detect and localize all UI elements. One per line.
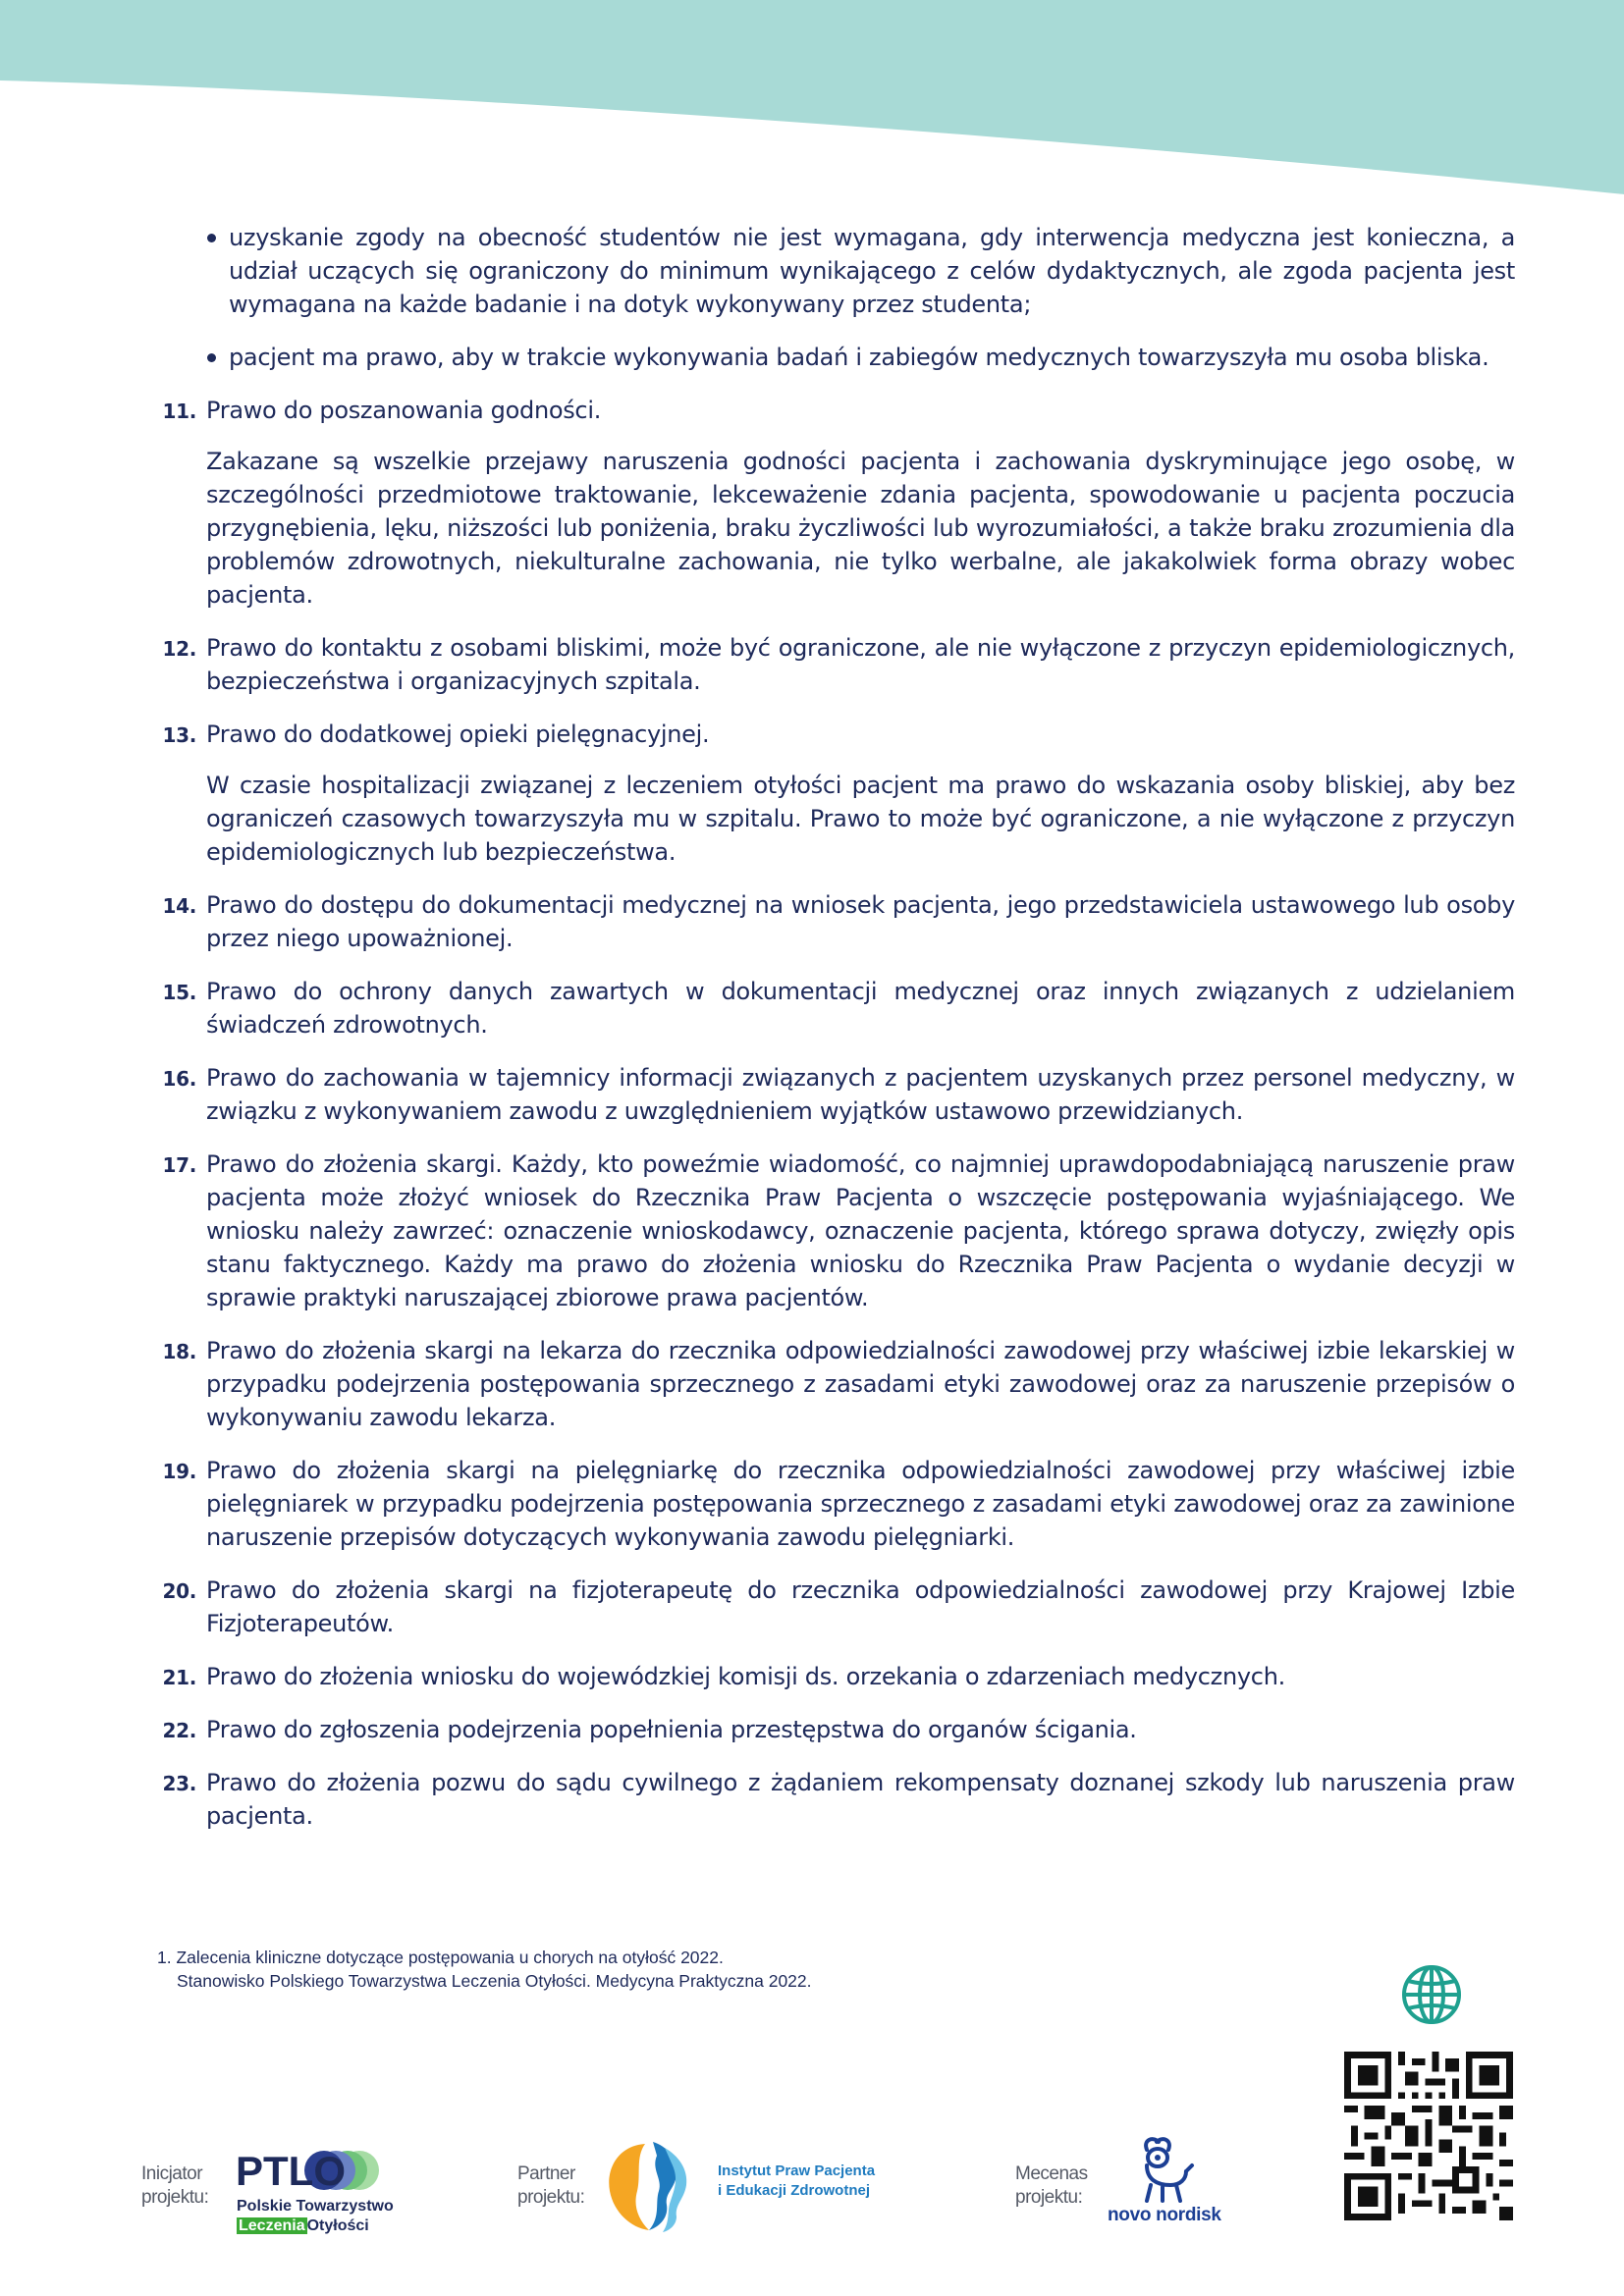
ptlo-logo: [236, 2148, 393, 2193]
right-item-23: [162, 1766, 1515, 1833]
initiator-label: [141, 2163, 208, 2210]
right-item-20: [162, 1574, 1515, 1640]
item-number: 21.: [162, 1666, 196, 1689]
partner-label-line-1: Partner: [517, 2163, 575, 2184]
right-item-22: [162, 1713, 1515, 1746]
item-text: Prawo do złożenia skargi. Każdy, kto poweźmie wiadomość, co najmniej uprawdopodabniającą naruszenie praw pacjenta może złożyć wniosek do Rzecznika Praw Pacjenta o wszczęcie postępowania wyjaśniającego. We wniosku należy zawrzeć: oznaczenie wnioskodawcy, oznaczenie pacjenta, którego sprawa dotyczy, zwięzły opis stanu faktycznego. Każdy ma prawo do złożenia wniosku do Rzecznika Praw Pacjenta o wydanie decyzji w sprawie praktyki naruszającej zbiorowe prawa pacjentów.: [206, 1150, 1515, 1311]
item-number: 13.: [162, 723, 196, 747]
bullet-item: [229, 221, 1515, 321]
footnote-line-2: Stanowisko Polskiego Towarzystwa Leczenia Otyłości. Medycyna Praktyczna 2022.: [177, 1971, 812, 1991]
partner-label: [517, 2163, 584, 2210]
bullet-item: [229, 341, 1515, 374]
right-item-11: [162, 394, 1515, 612]
top-wave-decoration: [0, 0, 1624, 196]
ptlo-name-line-1: Polskie Towarzystwo: [237, 2198, 394, 2215]
right-item-13: [162, 718, 1515, 869]
right-item-19: [162, 1454, 1515, 1554]
partner-logo-icon: [606, 2140, 692, 2234]
item-text: Prawo do kontaktu z osobami bliskimi, może być ograniczone, ale nie wyłączone z przyczyn epidemiologicznych, bezpieczeństwa i organizacyjnych szpitala.: [206, 634, 1515, 695]
item-text: Prawo do dodatkowej opieki pielęgnacyjnej.: [206, 721, 710, 748]
ptlo-name: [237, 2197, 394, 2236]
right-item-21: [162, 1660, 1515, 1693]
ptlo-name-highlight: Leczenia: [239, 2217, 305, 2234]
item-description: Zakazane są wszelkie przejawy naruszenia godności pacjenta i zachowania dyskryminujące jego osobę, w szczególności przedmiotowe traktowanie, lekceważenie zdania pacjenta, spowodowanie u pacjenta poczucia przygnębienia, lęku, niższości lub poniżenia, braku życzliwości lub wyrozumiałości, a także braku zrozumienia dla problemów zdrowotnych, niekulturalne zachowania, nie tylko werbalne, ale jakakolwiek forma obrazy wobec pacjenta.: [206, 448, 1515, 609]
item-number: 20.: [162, 1579, 196, 1603]
ptlo-name-line-2: [237, 2216, 394, 2236]
bullet-dot: [207, 353, 216, 362]
item-text: Prawo do poszanowania godności.: [206, 397, 602, 424]
bullet-text: pacjent ma prawo, aby w trakcie wykonywania badań i zabiegów medycznych towarzyszyła mu osoba bliska.: [229, 344, 1489, 371]
ptlo-name-rest: Otyłości: [306, 2217, 369, 2234]
item-text: Prawo do złożenia skargi na pielęgniarkę do rzecznika odpowiedzialności zawodowej przy właściwej izbie pielęgniarek w przypadku podejrzenia postępowania sprzecznego z zasadami etyki zawodowej oraz za zawinione naruszenie przepisów dotyczących wykonywania zawodu pielęgniarki.: [206, 1457, 1515, 1551]
initiator-label-line-1: Inicjator: [141, 2163, 203, 2184]
item-text: Prawo do złożenia wniosku do wojewódzkiej komisji ds. orzekania o zdarzeniach medycznych.: [206, 1663, 1285, 1690]
item-number: 15.: [162, 981, 196, 1004]
item-text: Prawo do ochrony danych zawartych w dokumentacji medycznej oraz innych związanych z udzielaniem świadczeń zdrowotnych.: [206, 978, 1515, 1039]
initiator-label-line-2: projektu:: [141, 2187, 209, 2208]
item-text: Prawo do złożenia skargi na fizjoterapeutę do rzecznika odpowiedzialności zawodowej przy Krajowej Izbie Fizjoterapeutów.: [206, 1576, 1515, 1637]
right-item-15: [162, 975, 1515, 1041]
patron-label-line-1: Mecenas: [1015, 2163, 1088, 2184]
rights-content: [0, 221, 1624, 1852]
item-number: 12.: [162, 637, 196, 661]
item-text: Prawo do złożenia pozwu do sądu cywilnego z żądaniem rekompensaty doznanej szkody lub naruszenia praw pacjenta.: [206, 1769, 1515, 1830]
bullet-text: uzyskanie zgody na obecność studentów nie jest wymagana, gdy interwencja medyczna jest konieczna, a udział uczących się ograniczony do minimum wynikającego z celów dydaktycznych, ale zgoda pacjenta jest wymagana na każde badanie i na dotyk wykonywany przez studenta;: [229, 224, 1515, 318]
item-number: 16.: [162, 1067, 196, 1091]
footnote-line-1: 1. Zalecenia kliniczne dotyczące postępowania u chorych na otyłość 2022.: [157, 1948, 724, 1967]
ptlo-mark-text: PTLO: [236, 2148, 346, 2193]
item-number: 17.: [162, 1153, 196, 1177]
item-text: Prawo do dostępu do dokumentacji medycznej na wniosek pacjenta, jego przedstawiciela ustawowego lub osoby przez niego upoważnionej.: [206, 891, 1515, 952]
right-item-16: [162, 1061, 1515, 1128]
patron-name: novo nordisk: [1108, 2205, 1221, 2225]
partner-name: [718, 2162, 875, 2201]
partner-name-line-1: Instytut Praw Pacjenta: [718, 2163, 876, 2179]
bullet-dot: [207, 234, 216, 242]
item-number: 22.: [162, 1719, 196, 1742]
right-item-12: [162, 631, 1515, 698]
right-item-17: [162, 1148, 1515, 1314]
patron-label: [1015, 2163, 1088, 2210]
item-text: Prawo do zachowania w tajemnicy informacji związanych z pacjentem uzyskanych przez personel medyczny, w związku z wykonywaniem zawodu z uwzględnieniem wyjątków ustawowo przewidzianych.: [206, 1064, 1515, 1125]
item-number: 18.: [162, 1340, 196, 1363]
globe-icon[interactable]: [1401, 1964, 1462, 2025]
item-number: 19.: [162, 1460, 196, 1483]
right-item-18: [162, 1334, 1515, 1434]
footnote: [157, 1946, 812, 1993]
right-item-14: [162, 888, 1515, 955]
item-number: 14.: [162, 894, 196, 918]
item-number: 23.: [162, 1772, 196, 1795]
item-number: 11.: [162, 400, 196, 423]
partner-label-line-2: projektu:: [517, 2187, 585, 2208]
partner-name-line-2: i Edukacji Zdrowotnej: [718, 2182, 871, 2199]
item-description: W czasie hospitalizacji związanej z leczeniem otyłości pacjent ma prawo do wskazania osoby bliskiej, aby bez ograniczeń czasowych towarzyszyła mu w szpitalu. Prawo to może być ograniczone, a nie wyłączone z przyczyn epidemiologicznych lub bezpieczeństwa.: [206, 772, 1515, 866]
qr-code[interactable]: [1344, 2052, 1513, 2220]
item-text: Prawo do złożenia skargi na lekarza do rzecznika odpowiedzialności zawodowej przy właściwej izbie lekarskiej w przypadku podejrzenia postępowania sprzecznego z zasadami etyki zawodowej oraz za naruszenie przepisów o wykonywaniu zawodu lekarza.: [206, 1337, 1515, 1431]
item-text: Prawo do zgłoszenia podejrzenia popełnienia przestępstwa do organów ścigania.: [206, 1716, 1137, 1743]
patron-label-line-2: projektu:: [1015, 2187, 1083, 2208]
